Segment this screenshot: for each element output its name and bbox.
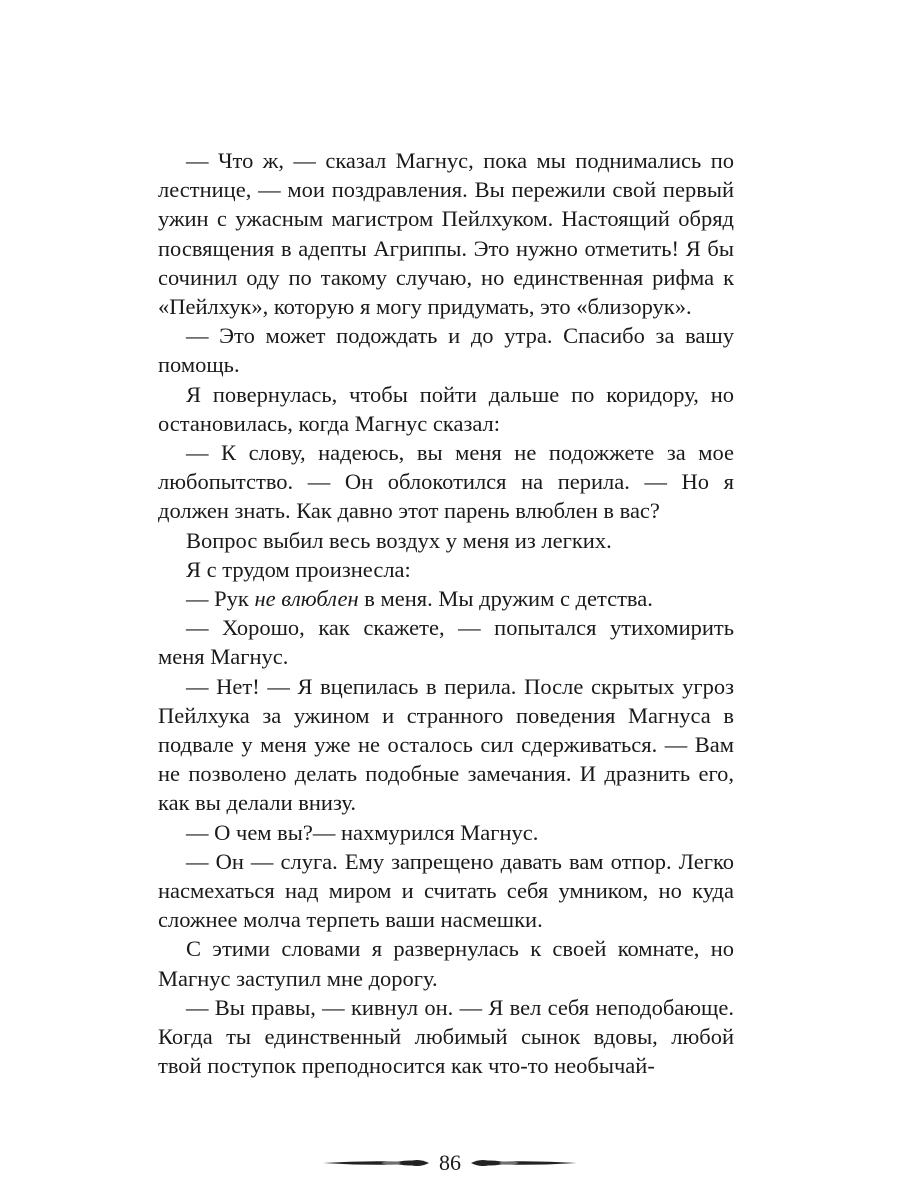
paragraph: С этими словами я развернулась к своей комнате, но Магнус заступил мне дорогу. (158, 936, 734, 991)
emphasis-text: не влюблен (254, 586, 359, 612)
paragraph: — Что ж, — сказал Магнус, пока мы поднимались по лестнице, — мои поздравления. Вы пережили свой первый ужин с ужасным магистром Пейлхуком. Настоящий обряд посвящения в адепты Агриппы. Это нужно отметить! Я бы сочинил оду по такому случаю, но единственная рифма к «Пейлхук», которую я могу придумать, это «близорук». (158, 148, 734, 320)
paragraph: Вопрос выбил весь воздух у меня из легких. (186, 527, 612, 553)
paragraph: Я повернулась, чтобы пойти дальше по коридору, но остановилась, когда Магнус сказал: (158, 381, 734, 436)
paragraph: — Вы правы, — кивнул он. — Я вел себя неподобающе. Когда ты единственный любимый сынок вдовы, любой твой поступок преподносится как что-то необычай- (158, 994, 734, 1079)
page-body (158, 146, 734, 1081)
paragraph: — Он — слуга. Ему запрещено давать вам отпор. Легко насмехаться над миром и считать себя умником, но куда сложнее молча терпеть ваши насмешки. (158, 848, 734, 933)
paragraph: — К слову, надеюсь, вы меня не подожжете за мое любопытство. — Он облокотился на перила. — Но я должен знать. Как давно этот парень влюблен в вас? (158, 440, 734, 524)
paragraph: — Хорошо, как скажете, — попытался утихомирить меня Магнус. (158, 615, 734, 670)
paragraph: — Нет! — Я вцепилась в перила. После скрытых угроз Пейлхука за ужином и странного поведения Магнуса в подвале у меня уже не осталось сил сдерживаться. — Вам не позволено делать подобные замечания. И дразнить его, как вы делали внизу. (158, 673, 734, 816)
page-number: 86 (439, 1150, 461, 1175)
paragraph: — Это может подождать и до утра. Спасибо за вашу помощь. (158, 323, 734, 378)
paragraph: Я с трудом произнесла: (186, 556, 411, 582)
left-ornament-icon (321, 1155, 431, 1171)
paragraph: — О чем вы?— нахмурился Магнус. (186, 819, 539, 845)
text-run: в меня. Мы дружим с детства. (358, 586, 653, 612)
text-run: — Рук (186, 586, 255, 612)
right-ornament-icon (469, 1155, 579, 1171)
paragraph-with-emphasis (158, 584, 734, 613)
page-footer (0, 1148, 900, 1178)
